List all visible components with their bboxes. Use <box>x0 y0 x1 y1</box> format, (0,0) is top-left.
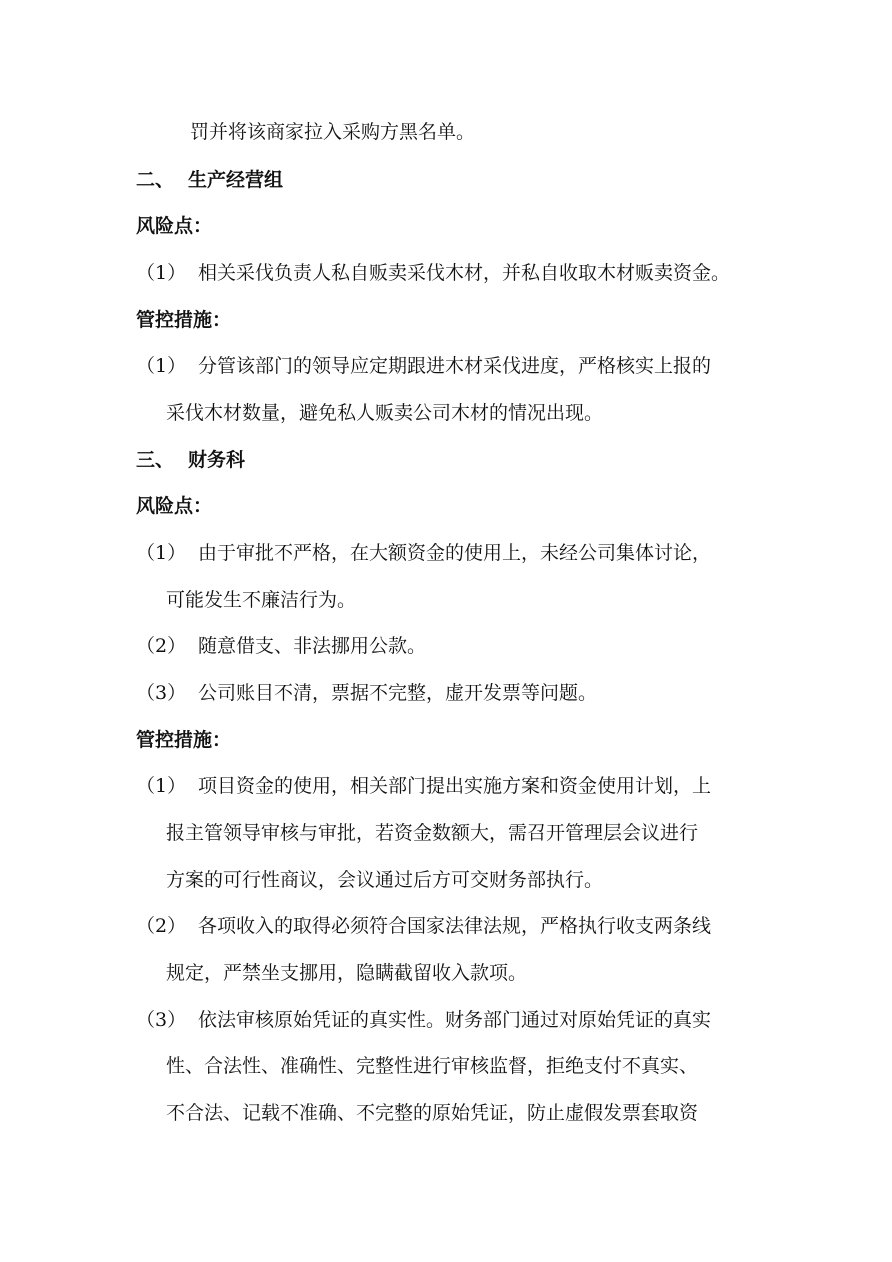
item-number: （1） <box>136 262 187 284</box>
item-number: （1） <box>136 355 187 377</box>
control-item <box>136 914 711 938</box>
continued-line: 罚并将该商家拉入采购方黑名单。 <box>190 121 476 143</box>
item-text: 分管该部门的领导应定期跟进木材采伐进度，严格核实上报的 <box>198 355 712 377</box>
item-text: 公司账目不清，票据不完整，虚开发票等问题。 <box>198 682 598 704</box>
risk-label: 风险点： <box>136 495 213 517</box>
risk-item <box>136 681 597 705</box>
item-text: 各项收入的取得必须符合国家法律法规，严格执行收支两条线 <box>198 915 712 937</box>
section-heading-finance <box>136 448 245 472</box>
control-item-continuation: 采伐木材数量，避免私人贩卖公司木材的情况出现。 <box>166 402 604 424</box>
control-item <box>136 354 711 378</box>
section-number: 三、 <box>136 449 175 471</box>
control-item-continuation: 方案的可行性商议，会议通过后方可交财务部执行。 <box>166 869 604 891</box>
control-label: 管控措施： <box>136 729 232 751</box>
section-title: 财务科 <box>188 449 246 471</box>
control-item <box>136 1008 711 1032</box>
risk-item <box>136 634 426 658</box>
control-item-continuation: 性、合法性、准确性、完整性进行审核监督，拒绝支付不真实、 <box>166 1055 699 1077</box>
section-number: 二、 <box>136 169 175 191</box>
section-heading-production <box>136 168 283 192</box>
item-text: 由于审批不严格，在大额资金的使用上，未经公司集体讨论， <box>198 542 712 564</box>
item-number: （1） <box>136 775 187 797</box>
item-number: （1） <box>136 542 187 564</box>
section-title: 生产经营组 <box>188 169 284 191</box>
item-number: （3） <box>136 1009 187 1031</box>
control-item-continuation: 不合法、记载不准确、不完整的原始凭证，防止虚假发票套取资 <box>166 1102 699 1124</box>
item-number: （2） <box>136 915 187 937</box>
risk-item-continuation: 可能发生不廉洁行为。 <box>166 589 357 611</box>
risk-item <box>136 261 730 285</box>
control-item-continuation: 报主管领导审核与审批，若资金数额大，需召开管理层会议进行 <box>166 822 699 844</box>
item-text: 随意借支、非法挪用公款。 <box>198 635 427 657</box>
control-label: 管控措施： <box>136 309 232 331</box>
item-number: （2） <box>136 635 187 657</box>
item-text: 相关采伐负责人私自贩卖采伐木材，并私自收取木材贩卖资金。 <box>198 262 731 284</box>
control-item-continuation: 规定，严禁坐支挪用，隐瞒截留收入款项。 <box>166 962 528 984</box>
item-text: 项目资金的使用，相关部门提出实施方案和资金使用计划，上 <box>198 775 712 797</box>
risk-item <box>136 541 711 565</box>
risk-label: 风险点： <box>136 215 213 237</box>
item-number: （3） <box>136 682 187 704</box>
item-text: 依法审核原始凭证的真实性。财务部门通过对原始凭证的真实 <box>198 1009 712 1031</box>
control-item <box>136 774 711 798</box>
